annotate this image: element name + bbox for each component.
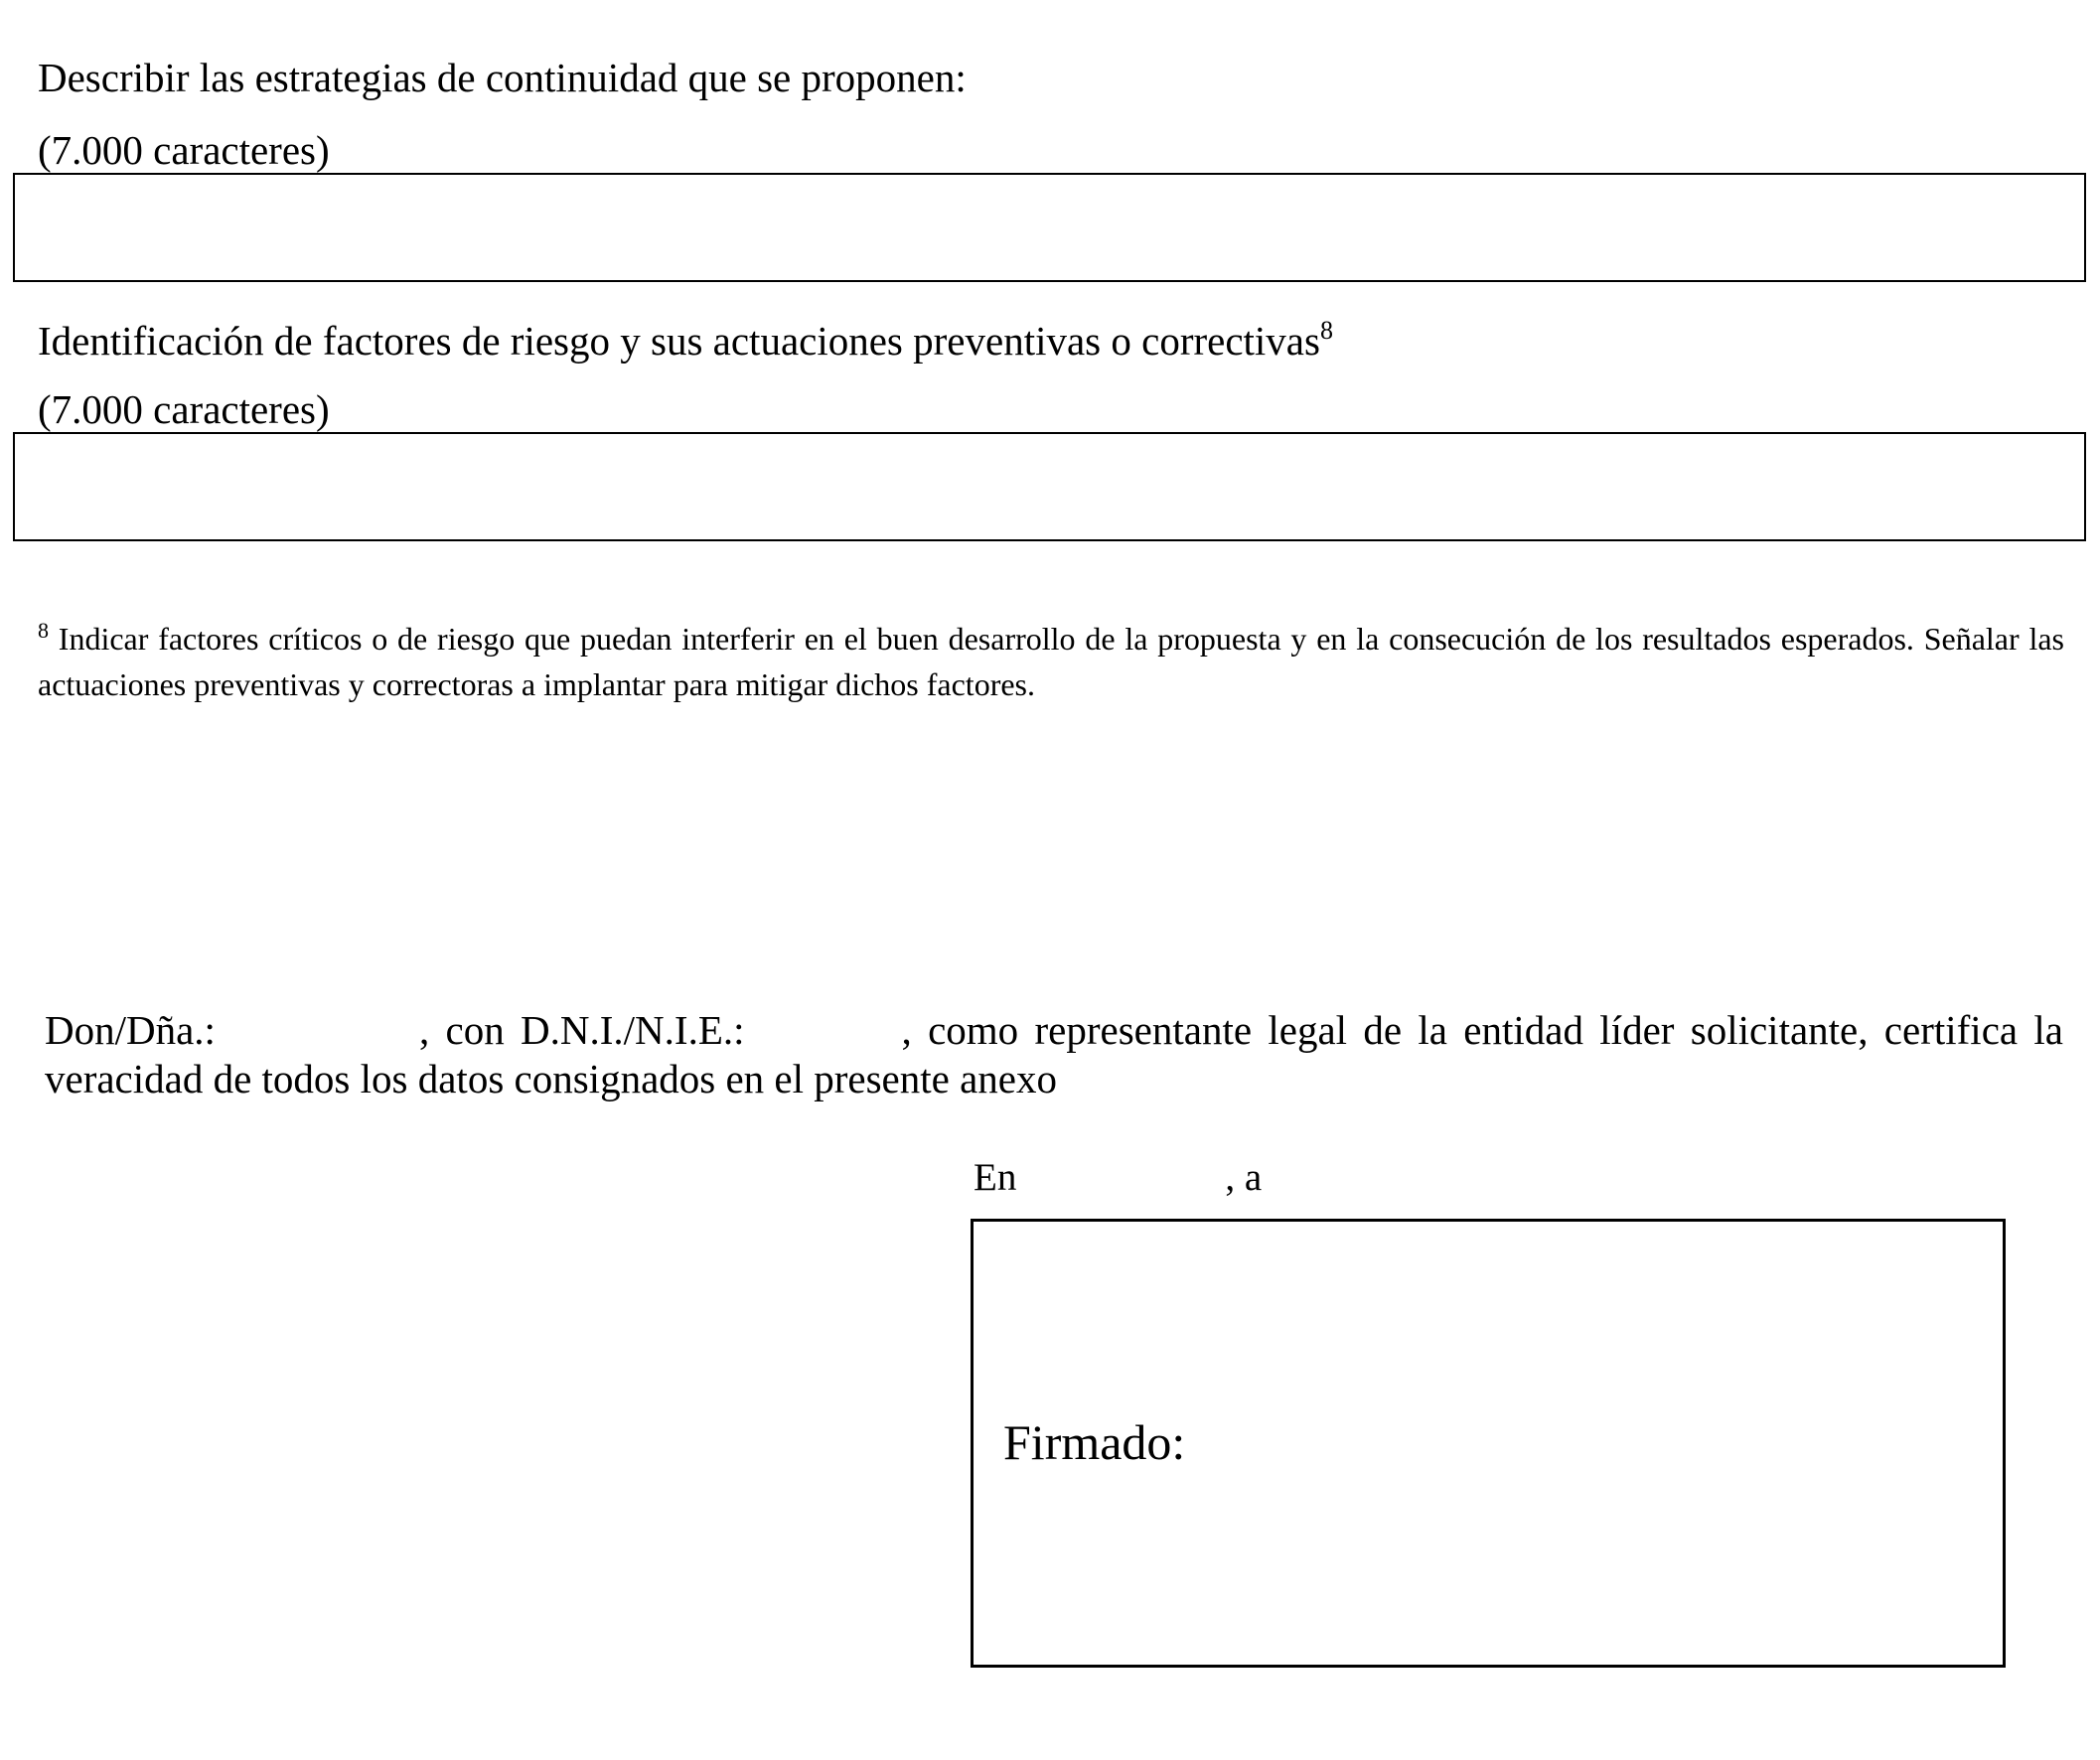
risk-factors-prompt-text: Identificación de factores de riesgo y sus actuaciones preventivas o correctivas <box>38 318 1320 364</box>
place-date-line <box>974 1158 1262 1197</box>
footnote-text: Indicar factores críticos o de riesgo que puedan interferir en el buen desarrollo de la propuesta y en la consecución de los resultados esperados. Señalar las actuaciones preventivas y correctoras a implantar para mitigar dichos factores. <box>38 621 2065 702</box>
continuity-strategies-field[interactable] <box>13 173 2086 282</box>
footnote-reference[interactable]: 8 <box>1319 316 1333 345</box>
footnote <box>38 618 2064 705</box>
continuity-strategies-limit: (7.000 caracteres) <box>38 127 330 173</box>
signature-box[interactable] <box>971 1219 2006 1668</box>
date-suffix: , a <box>1225 1156 1263 1199</box>
name-label: Don/Dña.: <box>45 1007 216 1053</box>
certification-paragraph <box>45 1006 2063 1103</box>
place-prefix: En <box>974 1156 1017 1199</box>
id-label: , con D.N.I./N.I.E.: <box>418 1007 745 1053</box>
signature-label: Firmado: <box>1003 1414 1186 1470</box>
certification-statement: , como representante legal de la entidad líder solicitante, certifica la veracidad de todos los datos consignados en el presente anexo <box>45 1007 2063 1101</box>
risk-factors-limit: (7.000 caracteres) <box>38 386 330 432</box>
continuity-strategies-prompt: Describir las estrategias de continuidad que se proponen: <box>38 55 967 100</box>
footnote-marker: 8 <box>38 618 49 643</box>
risk-factors-prompt <box>38 316 1333 364</box>
risk-factors-field[interactable] <box>13 432 2086 541</box>
